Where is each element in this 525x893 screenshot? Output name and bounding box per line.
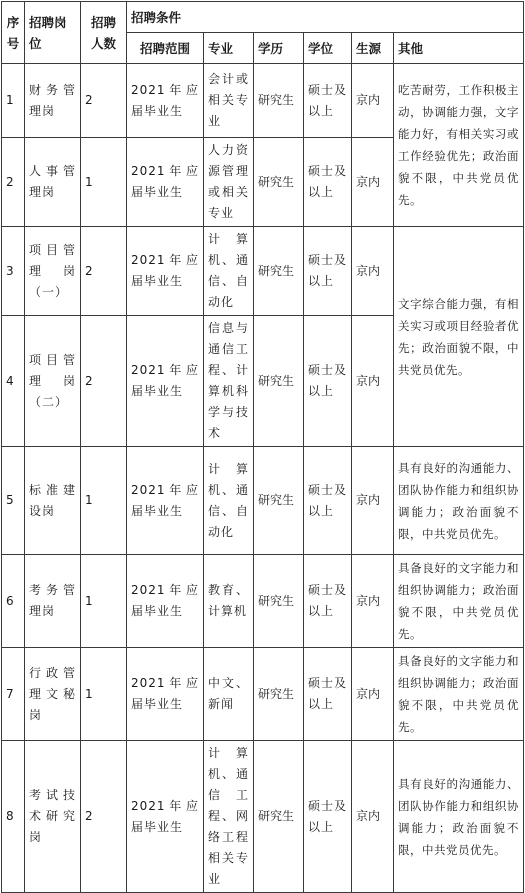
cell-count: 1 [81, 138, 127, 227]
cell-degree: 硕士及以上 [304, 227, 352, 316]
cell-degree: 硕士及以上 [304, 648, 352, 741]
cell-seq: 5 [2, 447, 25, 555]
cell-other: 吃苦耐劳，工作积极主动，协调能力强，文字能力好，有相关实习或工作经验优先；政治面貌不限，中共党员优先。 [394, 64, 524, 227]
cell-origin: 京内 [352, 741, 394, 893]
cell-scope: 2021年应届毕业生 [127, 648, 204, 741]
cell-other: 文字综合能力强，有相关实习或项目经验者优先；政治面貌不限，中共党员优先。 [394, 227, 524, 447]
cell-scope: 2021年应届毕业生 [127, 741, 204, 893]
header-position: 招聘岗位 [25, 2, 81, 64]
cell-origin: 京内 [352, 138, 394, 227]
header-scope: 招聘范围 [127, 33, 204, 64]
cell-position: 财务管理岗 [25, 64, 81, 138]
cell-position: 考务管理岗 [25, 555, 81, 648]
cell-major: 计算机、通信工程、网络工程相关专业 [204, 741, 254, 893]
cell-other: 具有良好的沟通能力、团队协作能力和组织协调能力；政治面貌不限，中共党员优先。 [394, 447, 524, 555]
header-row-1 [2, 2, 524, 33]
cell-position: 考试技术研究岗 [25, 741, 81, 893]
cell-origin: 京内 [352, 648, 394, 741]
cell-degree: 硕士及以上 [304, 555, 352, 648]
cell-education: 研究生 [254, 316, 304, 447]
table-row [2, 555, 524, 648]
cell-position: 项目管理岗（一） [25, 227, 81, 316]
cell-position: 标准建设岗 [25, 447, 81, 555]
cell-degree: 硕士及以上 [304, 447, 352, 555]
cell-seq: 8 [2, 741, 25, 893]
cell-other: 具备良好的文字能力和组织协调能力；政治面貌不限，中共党员优先。 [394, 555, 524, 648]
header-major: 专业 [204, 33, 254, 64]
cell-education: 研究生 [254, 138, 304, 227]
cell-count: 2 [81, 741, 127, 893]
cell-scope: 2021年应届毕业生 [127, 555, 204, 648]
cell-major: 计算机、通信、自动化 [204, 447, 254, 555]
table-row [2, 447, 524, 555]
header-degree: 学位 [304, 33, 352, 64]
cell-major: 信息与通信工程、计算机科学与技术 [204, 316, 254, 447]
cell-seq: 6 [2, 555, 25, 648]
cell-major: 人力资源管理或相关专业 [204, 138, 254, 227]
cell-scope: 2021年应届毕业生 [127, 64, 204, 138]
cell-position: 人事管理岗 [25, 138, 81, 227]
cell-count: 2 [81, 316, 127, 447]
cell-education: 研究生 [254, 648, 304, 741]
cell-education: 研究生 [254, 447, 304, 555]
cell-other: 具备良好的文字能力和组织协调能力；政治面貌不限，中共党员优先。 [394, 648, 524, 741]
cell-seq: 1 [2, 64, 25, 138]
cell-origin: 京内 [352, 227, 394, 316]
cell-origin: 京内 [352, 64, 394, 138]
cell-major: 教育、计算机 [204, 555, 254, 648]
cell-position: 项目管理岗（二） [25, 316, 81, 447]
cell-major: 计算机、通信、自动化 [204, 227, 254, 316]
cell-origin: 京内 [352, 447, 394, 555]
cell-scope: 2021年应届毕业生 [127, 138, 204, 227]
cell-education: 研究生 [254, 741, 304, 893]
cell-count: 1 [81, 447, 127, 555]
cell-count: 2 [81, 227, 127, 316]
cell-major: 会计或相关专业 [204, 64, 254, 138]
cell-seq: 2 [2, 138, 25, 227]
table-row [2, 648, 524, 741]
cell-origin: 京内 [352, 316, 394, 447]
cell-education: 研究生 [254, 227, 304, 316]
cell-scope: 2021年应届毕业生 [127, 447, 204, 555]
cell-origin: 京内 [352, 555, 394, 648]
cell-degree: 硕士及以上 [304, 741, 352, 893]
cell-seq: 4 [2, 316, 25, 447]
cell-major: 中文、新闻 [204, 648, 254, 741]
header-count: 招聘人数 [81, 2, 127, 64]
header-conditions: 招聘条件 [127, 2, 524, 33]
cell-degree: 硕士及以上 [304, 316, 352, 447]
header-seq: 序号 [2, 2, 25, 64]
cell-scope: 2021年应届毕业生 [127, 316, 204, 447]
cell-education: 研究生 [254, 555, 304, 648]
table-row [2, 741, 524, 893]
cell-degree: 硕士及以上 [304, 138, 352, 227]
recruitment-table [1, 1, 524, 893]
cell-count: 2 [81, 64, 127, 138]
table-row [2, 227, 524, 316]
cell-count: 1 [81, 555, 127, 648]
cell-seq: 7 [2, 648, 25, 741]
cell-education: 研究生 [254, 64, 304, 138]
header-education: 学历 [254, 33, 304, 64]
cell-other: 具有良好的沟通能力、团队协作能力和组织协调能力；政治面貌不限，中共党员优先。 [394, 741, 524, 893]
cell-degree: 硕士及以上 [304, 64, 352, 138]
header-other: 其他 [394, 33, 524, 64]
cell-seq: 3 [2, 227, 25, 316]
table-row [2, 64, 524, 138]
cell-scope: 2021年应届毕业生 [127, 227, 204, 316]
cell-count: 1 [81, 648, 127, 741]
cell-position: 行政管理文秘岗 [25, 648, 81, 741]
header-origin: 生源 [352, 33, 394, 64]
